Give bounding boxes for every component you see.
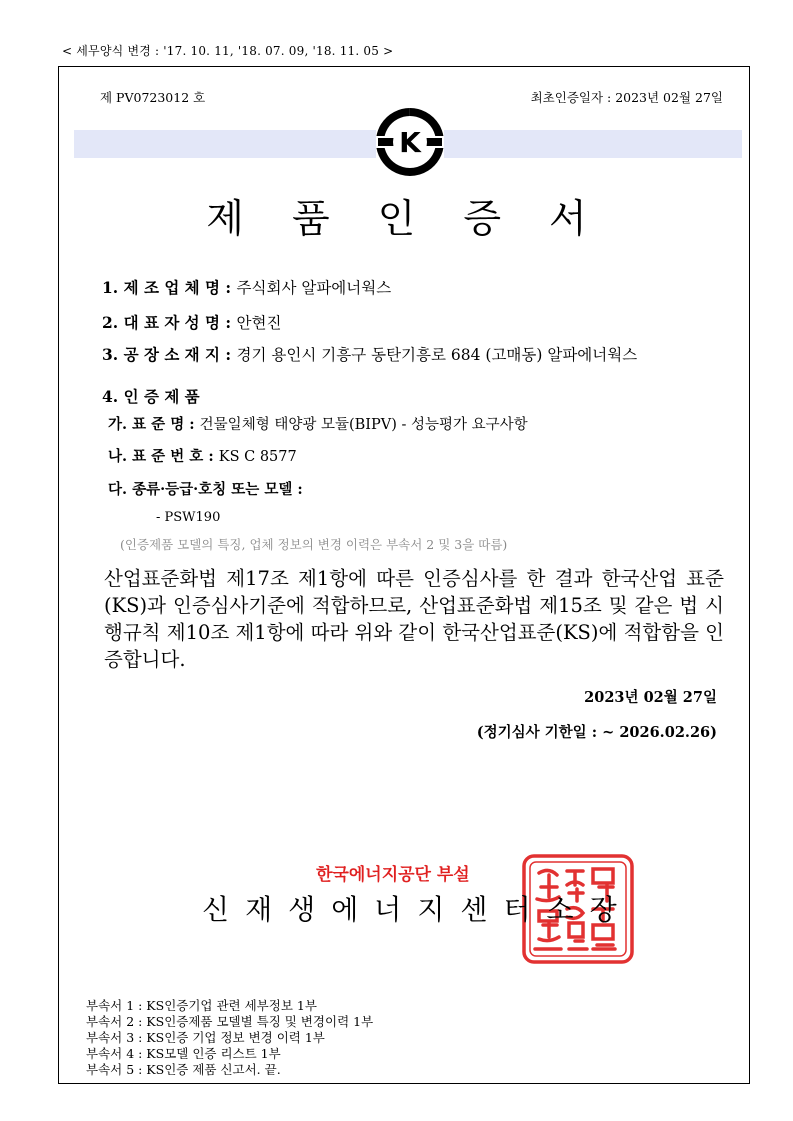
manufacturer-value: 주식회사 알파에너웍스: [236, 279, 392, 297]
standard-name-row: [108, 413, 528, 434]
title-char: 인: [377, 197, 416, 242]
standard-number-row: [108, 445, 297, 466]
center-char: 터: [503, 893, 531, 926]
title-char: 제: [206, 197, 244, 242]
center-char: 소: [546, 893, 574, 926]
title-char: 증: [463, 197, 502, 242]
factory-label: 3. 공 장 소 재 지 :: [102, 345, 237, 364]
attachment-item: 부속서 2 : KS인증제품 모델별 특징 및 변경이력 1부: [86, 1014, 374, 1029]
center-char: 신: [202, 893, 230, 926]
first-certification-date: 최초인증일자 : 2023년 02월 27일: [530, 90, 723, 105]
certification-statement: 산업표준화법 제17조 제1항에 따른 인증심사를 한 결과 한국산업 표준(KS)과 인증심사기준에 적합하므로, 산업표준화법 제15조 및 같은 법 시행규칙 제10조 제1항에 따라 위와 같이 한국산업표준(KS)에 적합함을 인증합니다.: [104, 567, 724, 671]
title-char: 서: [549, 197, 587, 242]
center-char: 지: [417, 893, 445, 926]
ks-logo-letter: K: [399, 126, 421, 159]
standard-name-label: 가. 표 준 명 :: [108, 416, 200, 433]
center-char: 생: [288, 893, 316, 926]
model-note: (인증제품 모델의 특징, 업체 정보의 변경 이력은 부속서 2 및 3을 따름): [120, 537, 508, 552]
center-char: 재: [245, 893, 273, 926]
model-value: - PSW190: [156, 510, 221, 525]
certificate-number: 제 PV0723012 호: [100, 90, 206, 105]
manufacturer-row: [102, 276, 391, 298]
title-char: 품: [291, 197, 330, 242]
standard-number-value: KS C 8577: [218, 449, 297, 465]
type-label: 다. 종류·등급·호칭 또는 모델 :: [108, 481, 303, 498]
standard-number-label: 나. 표 준 번 호 :: [108, 448, 219, 465]
official-seal-icon: [521, 853, 635, 965]
attachment-item: 부속서 3 : KS인증 기업 정보 변경 이력 1부: [86, 1030, 325, 1045]
center-char: 너: [374, 893, 402, 926]
issuing-agency: 한국에너지공단 부설: [316, 865, 470, 885]
attachment-item: 부속서 5 : KS인증 제품 신고서. 끝.: [86, 1062, 281, 1077]
factory-row: [102, 343, 637, 365]
representative-value: 안현진: [236, 314, 282, 332]
attachment-item: 부속서 1 : KS인증기업 관련 세부정보 1부: [86, 998, 317, 1013]
center-char: 센: [460, 893, 488, 926]
center-char: 에: [331, 893, 359, 926]
representative-label: 2. 대 표 자 성 명 :: [102, 313, 237, 332]
validity-period: (정기심사 기한일 : ~ 2026.02.26): [476, 724, 717, 741]
issue-date: 2023년 02월 27일: [584, 689, 717, 706]
ks-mark-icon: [376, 108, 444, 176]
standard-name-value: 건물일체형 태양광 모듈(BIPV) - 성능평가 요구사항: [199, 417, 528, 433]
document-title: [0, 188, 793, 244]
manufacturer-label: 1. 제 조 업 체 명 :: [102, 278, 237, 297]
factory-value: 경기 용인시 기흥구 동탄기흥로 684 (고매동) 알파에너웍스: [236, 346, 638, 364]
representative-row: [102, 311, 281, 333]
center-char: 장: [589, 893, 617, 926]
attachment-item: 부속서 4 : KS모델 인증 리스트 1부: [86, 1046, 281, 1061]
revision-note: < 세무양식 변경 : '17. 10. 11, '18. 07. 09, '18. 11. 05 >: [62, 44, 394, 58]
product-heading: 4. 인 증 제 품: [102, 387, 200, 406]
